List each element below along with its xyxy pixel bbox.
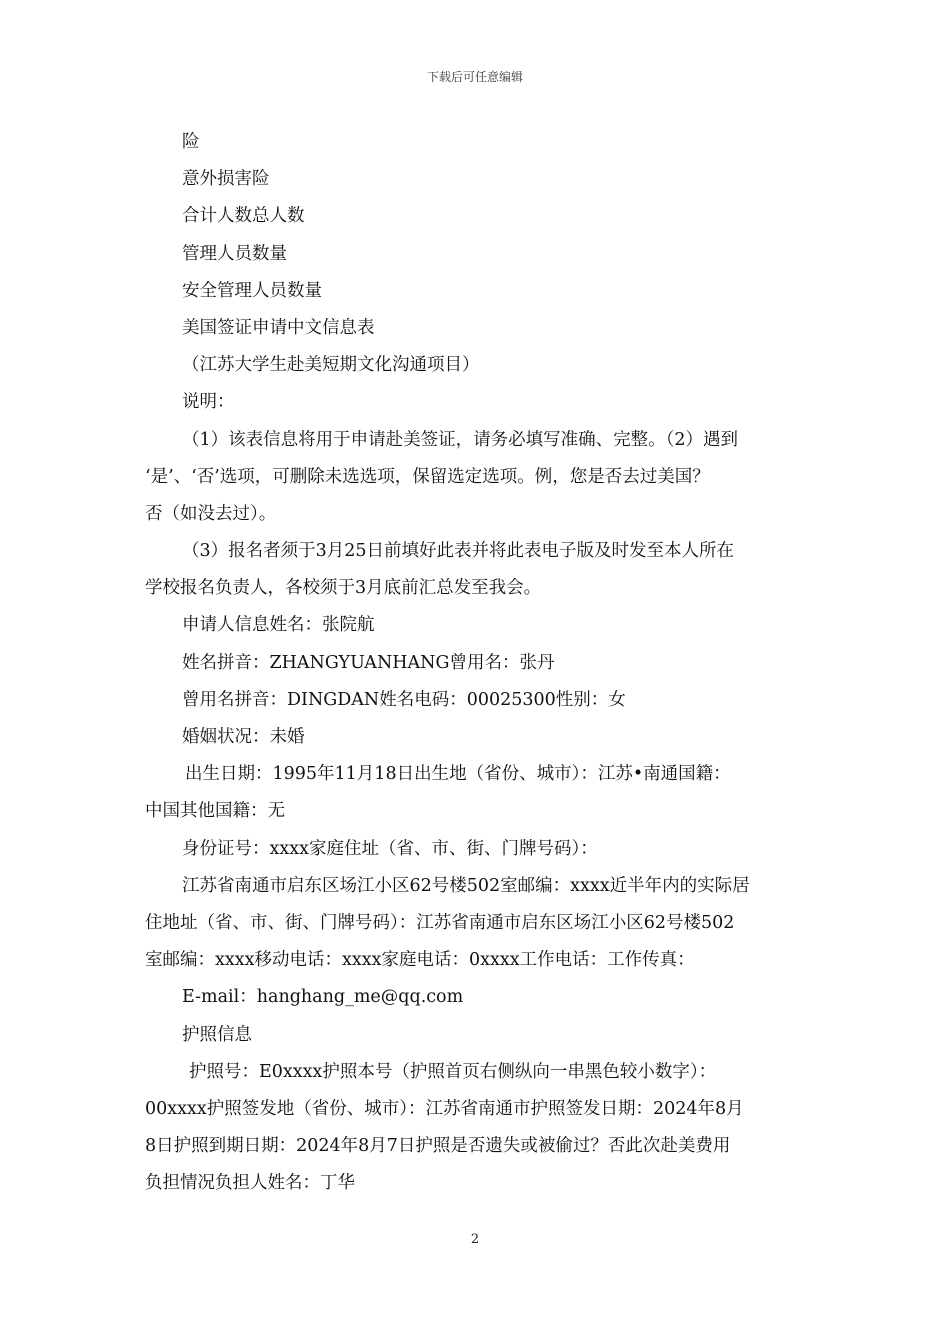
text-line: 美国签证申请中文信息表 (182, 317, 375, 338)
text-line: 中国其他国籍：无 (145, 801, 285, 822)
document-body (145, 124, 810, 1202)
text-line: 护照信息 (182, 1024, 252, 1045)
text-line: 意外损害险 (182, 169, 270, 190)
text-line: 婚姻状况：未婚 (182, 727, 305, 747)
text-line: 住地址（省、市、街、门牌号码）：江苏省南通市启东区场江小区62号楼502 (145, 912, 735, 933)
page-header: 下载后可任意编辑 (426, 70, 523, 84)
text-line: 江苏省南通市启东区场江小区62号楼502室邮编：xxxx近半年内的实际居 (182, 875, 750, 896)
page-number: 2 (470, 1232, 480, 1247)
text-line: 出生日期：1995年11月18日出生地（省份、城市）：江苏•南通国籍： (185, 764, 731, 785)
text-line: （1）该表信息将用于申请赴美签证，请务必填写准确、完整。（2）遇到 (182, 429, 739, 450)
text-line: ‘是’、‘否’选项，可删除未选选项，保留选定选项。例，您是否去过美国？ (145, 466, 710, 487)
text-line: 8日护照到期日期：2024年8月7日护照是否遗失或被偷过？否此次赴美费用 (145, 1136, 731, 1157)
text-line: 说明： (182, 392, 235, 413)
text-line: 否（如没去过）。 (145, 503, 277, 524)
text-line: 安全管理人员数量 (182, 280, 322, 301)
text-line: 姓名拼音：ZHANGYUANHANG曾用名：张丹 (182, 652, 555, 673)
text-line: 险 (182, 132, 200, 152)
text-line: 申请人信息姓名：张院航 (182, 615, 375, 636)
text-line: 合计人数总人数 (182, 206, 305, 227)
text-line: 护照号：E0xxxx护照本号（护照首页右侧纵向一串黑色较小数字）： (189, 1061, 717, 1082)
text-line: 曾用名拼音：DINGDAN姓名电码：00025300性别：女 (182, 689, 626, 710)
text-line: 学校报名负责人，各校须于3月底前汇总发至我会。 (145, 578, 542, 599)
text-line: E-mail：hanghang_me@qq.com (182, 987, 464, 1008)
text-line: 负担情况负担人姓名：丁华 (145, 1173, 355, 1194)
text-line: 管理人员数量 (182, 243, 287, 264)
text-line: （3）报名者须于3月25日前填好此表并将此表电子版及时发至本人所在 (182, 541, 735, 562)
text-line: 00xxxx护照签发地（省份、城市）：江苏省南通市护照签发日期：2024年8月 (145, 1098, 744, 1119)
text-line: （江苏大学生赴美短期文化沟通项目） (182, 355, 480, 376)
text-line: 室邮编：xxxx移动电话：xxxx家庭电话：0xxxx工作电话：工作传真： (145, 950, 695, 971)
text-line: 身份证号：xxxx家庭住址（省、市、街、门牌号码）： (182, 838, 598, 859)
